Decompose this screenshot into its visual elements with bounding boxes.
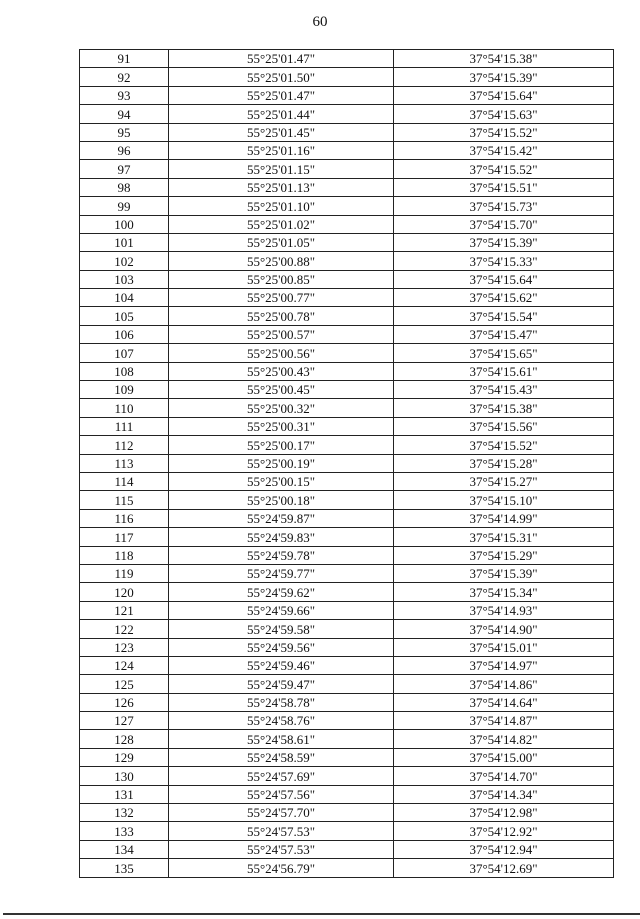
latitude-cell: 55°24'59.83" bbox=[169, 528, 394, 546]
table-row bbox=[80, 178, 614, 196]
longitude-cell: 37°54'15.34" bbox=[394, 583, 614, 601]
latitude-cell: 55°25'00.88" bbox=[169, 252, 394, 270]
point-number-cell: 134 bbox=[80, 840, 169, 858]
longitude-cell: 37°54'15.54" bbox=[394, 307, 614, 325]
longitude-cell: 37°54'15.65" bbox=[394, 344, 614, 362]
point-number-cell: 99 bbox=[80, 197, 169, 215]
table-row bbox=[80, 675, 614, 693]
point-number-cell: 97 bbox=[80, 160, 169, 178]
latitude-cell: 55°25'00.56" bbox=[169, 344, 394, 362]
table-row bbox=[80, 417, 614, 435]
point-number-cell: 117 bbox=[80, 528, 169, 546]
longitude-cell: 37°54'15.29" bbox=[394, 546, 614, 564]
latitude-cell: 55°25'00.85" bbox=[169, 270, 394, 288]
point-number-cell: 107 bbox=[80, 344, 169, 362]
point-number-cell: 109 bbox=[80, 381, 169, 399]
longitude-cell: 37°54'12.69" bbox=[394, 859, 614, 877]
point-number-cell: 116 bbox=[80, 509, 169, 527]
point-number-cell: 102 bbox=[80, 252, 169, 270]
point-number-cell: 135 bbox=[80, 859, 169, 877]
latitude-cell: 55°25'01.05" bbox=[169, 233, 394, 251]
table-row bbox=[80, 583, 614, 601]
latitude-cell: 55°24'58.61" bbox=[169, 730, 394, 748]
table-row bbox=[80, 307, 614, 325]
longitude-cell: 37°54'15.63" bbox=[394, 105, 614, 123]
longitude-cell: 37°54'12.98" bbox=[394, 804, 614, 822]
latitude-cell: 55°25'01.45" bbox=[169, 123, 394, 141]
bottom-rule bbox=[3, 913, 640, 915]
point-number-cell: 113 bbox=[80, 454, 169, 472]
point-number-cell: 95 bbox=[80, 123, 169, 141]
latitude-cell: 55°24'59.46" bbox=[169, 656, 394, 674]
latitude-cell: 55°24'59.78" bbox=[169, 546, 394, 564]
latitude-cell: 55°25'01.13" bbox=[169, 178, 394, 196]
longitude-cell: 37°54'14.64" bbox=[394, 693, 614, 711]
point-number-cell: 114 bbox=[80, 472, 169, 490]
latitude-cell: 55°25'01.15" bbox=[169, 160, 394, 178]
table-row bbox=[80, 840, 614, 858]
table-row bbox=[80, 325, 614, 343]
latitude-cell: 55°25'00.18" bbox=[169, 491, 394, 509]
table-row bbox=[80, 105, 614, 123]
longitude-cell: 37°54'14.34" bbox=[394, 785, 614, 803]
table-row bbox=[80, 564, 614, 582]
latitude-cell: 55°25'01.16" bbox=[169, 141, 394, 159]
point-number-cell: 132 bbox=[80, 804, 169, 822]
coordinates-table-body bbox=[80, 50, 614, 878]
longitude-cell: 37°54'14.99" bbox=[394, 509, 614, 527]
table-row bbox=[80, 767, 614, 785]
latitude-cell: 55°25'00.15" bbox=[169, 472, 394, 490]
table-row bbox=[80, 712, 614, 730]
point-number-cell: 130 bbox=[80, 767, 169, 785]
point-number-cell: 128 bbox=[80, 730, 169, 748]
table-row bbox=[80, 289, 614, 307]
point-number-cell: 115 bbox=[80, 491, 169, 509]
longitude-cell: 37°54'15.70" bbox=[394, 215, 614, 233]
point-number-cell: 91 bbox=[80, 50, 169, 68]
table-row bbox=[80, 160, 614, 178]
longitude-cell: 37°54'15.39" bbox=[394, 564, 614, 582]
table-row bbox=[80, 785, 614, 803]
table-row bbox=[80, 454, 614, 472]
table-row bbox=[80, 491, 614, 509]
latitude-cell: 55°24'59.62" bbox=[169, 583, 394, 601]
point-number-cell: 108 bbox=[80, 362, 169, 380]
table-row bbox=[80, 362, 614, 380]
point-number-cell: 123 bbox=[80, 638, 169, 656]
table-row bbox=[80, 50, 614, 68]
longitude-cell: 37°54'15.42" bbox=[394, 141, 614, 159]
table-row bbox=[80, 822, 614, 840]
point-number-cell: 92 bbox=[80, 68, 169, 86]
point-number-cell: 121 bbox=[80, 601, 169, 619]
longitude-cell: 37°54'15.51" bbox=[394, 178, 614, 196]
point-number-cell: 93 bbox=[80, 86, 169, 104]
longitude-cell: 37°54'15.52" bbox=[394, 160, 614, 178]
table-row bbox=[80, 509, 614, 527]
point-number-cell: 125 bbox=[80, 675, 169, 693]
point-number-cell: 111 bbox=[80, 417, 169, 435]
point-number-cell: 94 bbox=[80, 105, 169, 123]
longitude-cell: 37°54'15.43" bbox=[394, 381, 614, 399]
point-number-cell: 122 bbox=[80, 620, 169, 638]
point-number-cell: 112 bbox=[80, 436, 169, 454]
table-row bbox=[80, 344, 614, 362]
longitude-cell: 37°54'15.52" bbox=[394, 436, 614, 454]
latitude-cell: 55°25'01.02" bbox=[169, 215, 394, 233]
longitude-cell: 37°54'12.94" bbox=[394, 840, 614, 858]
longitude-cell: 37°54'14.70" bbox=[394, 767, 614, 785]
table-row bbox=[80, 693, 614, 711]
longitude-cell: 37°54'14.97" bbox=[394, 656, 614, 674]
table-row bbox=[80, 399, 614, 417]
longitude-cell: 37°54'15.38" bbox=[394, 50, 614, 68]
table-row bbox=[80, 141, 614, 159]
point-number-cell: 119 bbox=[80, 564, 169, 582]
table-row bbox=[80, 252, 614, 270]
latitude-cell: 55°24'59.58" bbox=[169, 620, 394, 638]
table-row bbox=[80, 123, 614, 141]
latitude-cell: 55°24'57.70" bbox=[169, 804, 394, 822]
latitude-cell: 55°25'00.43" bbox=[169, 362, 394, 380]
longitude-cell: 37°54'14.90" bbox=[394, 620, 614, 638]
longitude-cell: 37°54'15.10" bbox=[394, 491, 614, 509]
page-number: 60 bbox=[312, 14, 328, 30]
longitude-cell: 37°54'15.31" bbox=[394, 528, 614, 546]
latitude-cell: 55°25'01.44" bbox=[169, 105, 394, 123]
longitude-cell: 37°54'15.39" bbox=[394, 68, 614, 86]
longitude-cell: 37°54'15.39" bbox=[394, 233, 614, 251]
point-number-cell: 98 bbox=[80, 178, 169, 196]
latitude-cell: 55°24'58.59" bbox=[169, 748, 394, 766]
table-row bbox=[80, 215, 614, 233]
table-row bbox=[80, 472, 614, 490]
point-number-cell: 104 bbox=[80, 289, 169, 307]
latitude-cell: 55°24'58.76" bbox=[169, 712, 394, 730]
longitude-cell: 37°54'15.56" bbox=[394, 417, 614, 435]
latitude-cell: 55°24'57.56" bbox=[169, 785, 394, 803]
table-row bbox=[80, 748, 614, 766]
longitude-cell: 37°54'15.62" bbox=[394, 289, 614, 307]
latitude-cell: 55°24'59.87" bbox=[169, 509, 394, 527]
longitude-cell: 37°54'15.33" bbox=[394, 252, 614, 270]
latitude-cell: 55°25'00.57" bbox=[169, 325, 394, 343]
latitude-cell: 55°25'00.78" bbox=[169, 307, 394, 325]
longitude-cell: 37°54'14.82" bbox=[394, 730, 614, 748]
longitude-cell: 37°54'15.28" bbox=[394, 454, 614, 472]
point-number-cell: 133 bbox=[80, 822, 169, 840]
table-row bbox=[80, 601, 614, 619]
point-number-cell: 131 bbox=[80, 785, 169, 803]
table-row bbox=[80, 233, 614, 251]
latitude-cell: 55°24'57.53" bbox=[169, 822, 394, 840]
latitude-cell: 55°25'01.47" bbox=[169, 86, 394, 104]
latitude-cell: 55°24'57.53" bbox=[169, 840, 394, 858]
longitude-cell: 37°54'15.47" bbox=[394, 325, 614, 343]
longitude-cell: 37°54'15.01" bbox=[394, 638, 614, 656]
latitude-cell: 55°24'58.78" bbox=[169, 693, 394, 711]
table-row bbox=[80, 546, 614, 564]
longitude-cell: 37°54'15.00" bbox=[394, 748, 614, 766]
table-row bbox=[80, 86, 614, 104]
latitude-cell: 55°25'00.32" bbox=[169, 399, 394, 417]
table-row bbox=[80, 859, 614, 877]
point-number-cell: 127 bbox=[80, 712, 169, 730]
longitude-cell: 37°54'14.93" bbox=[394, 601, 614, 619]
latitude-cell: 55°24'57.69" bbox=[169, 767, 394, 785]
table-row bbox=[80, 197, 614, 215]
table-row bbox=[80, 804, 614, 822]
coordinates-table bbox=[79, 49, 614, 878]
latitude-cell: 55°25'01.47" bbox=[169, 50, 394, 68]
point-number-cell: 103 bbox=[80, 270, 169, 288]
table-row bbox=[80, 68, 614, 86]
point-number-cell: 118 bbox=[80, 546, 169, 564]
point-number-cell: 106 bbox=[80, 325, 169, 343]
longitude-cell: 37°54'15.73" bbox=[394, 197, 614, 215]
point-number-cell: 100 bbox=[80, 215, 169, 233]
latitude-cell: 55°25'01.10" bbox=[169, 197, 394, 215]
latitude-cell: 55°24'59.66" bbox=[169, 601, 394, 619]
latitude-cell: 55°25'01.50" bbox=[169, 68, 394, 86]
table-row bbox=[80, 528, 614, 546]
point-number-cell: 110 bbox=[80, 399, 169, 417]
point-number-cell: 126 bbox=[80, 693, 169, 711]
latitude-cell: 55°25'00.17" bbox=[169, 436, 394, 454]
longitude-cell: 37°54'12.92" bbox=[394, 822, 614, 840]
longitude-cell: 37°54'15.27" bbox=[394, 472, 614, 490]
latitude-cell: 55°24'59.56" bbox=[169, 638, 394, 656]
table-row bbox=[80, 381, 614, 399]
table-row bbox=[80, 620, 614, 638]
latitude-cell: 55°25'00.77" bbox=[169, 289, 394, 307]
longitude-cell: 37°54'15.64" bbox=[394, 86, 614, 104]
table-row bbox=[80, 270, 614, 288]
latitude-cell: 55°24'59.47" bbox=[169, 675, 394, 693]
longitude-cell: 37°54'15.52" bbox=[394, 123, 614, 141]
point-number-cell: 96 bbox=[80, 141, 169, 159]
latitude-cell: 55°24'56.79" bbox=[169, 859, 394, 877]
table-row bbox=[80, 638, 614, 656]
point-number-cell: 120 bbox=[80, 583, 169, 601]
longitude-cell: 37°54'15.64" bbox=[394, 270, 614, 288]
longitude-cell: 37°54'15.38" bbox=[394, 399, 614, 417]
point-number-cell: 105 bbox=[80, 307, 169, 325]
point-number-cell: 124 bbox=[80, 656, 169, 674]
latitude-cell: 55°25'00.19" bbox=[169, 454, 394, 472]
latitude-cell: 55°25'00.45" bbox=[169, 381, 394, 399]
point-number-cell: 129 bbox=[80, 748, 169, 766]
longitude-cell: 37°54'14.86" bbox=[394, 675, 614, 693]
latitude-cell: 55°24'59.77" bbox=[169, 564, 394, 582]
longitude-cell: 37°54'15.61" bbox=[394, 362, 614, 380]
table-row bbox=[80, 656, 614, 674]
table-row bbox=[80, 436, 614, 454]
table-row bbox=[80, 730, 614, 748]
latitude-cell: 55°25'00.31" bbox=[169, 417, 394, 435]
point-number-cell: 101 bbox=[80, 233, 169, 251]
longitude-cell: 37°54'14.87" bbox=[394, 712, 614, 730]
